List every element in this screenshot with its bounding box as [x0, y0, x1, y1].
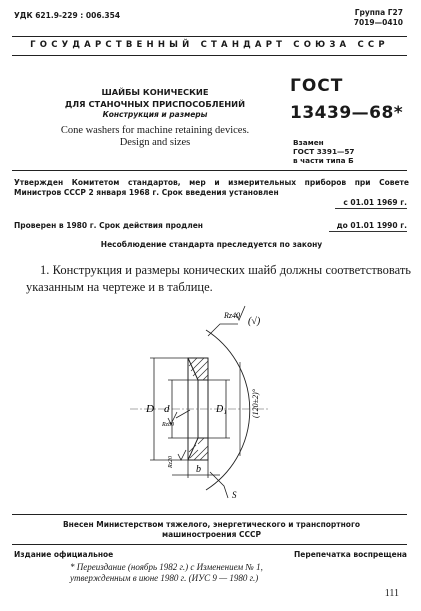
checked-text: Проверен в 1980 г. Срок действия продлен [14, 221, 203, 230]
group-code [354, 8, 403, 28]
replaces-note [293, 138, 355, 165]
paragraph-1: 1. Конструкция и размеры конических шайб должны соответствовать указанным на чертеже и в таблице. [26, 263, 411, 294]
top-rule [12, 36, 407, 37]
rz20-label: Rz20 [168, 456, 174, 468]
angle-label: (120±2)° [251, 389, 260, 418]
sphere-arc [206, 330, 250, 490]
replaces-line2: ГОСТ 3391—57 [293, 147, 355, 156]
s-label: S [232, 490, 237, 500]
title-ru-line1: ШАЙБЫ КОНИЧЕСКИЕ [101, 87, 209, 97]
d-label: d [164, 403, 170, 415]
reprint-prohibited: Перепечатка воспрещена [293, 550, 407, 559]
cone-line-bottom [188, 438, 198, 460]
page-number: 111 [384, 588, 399, 599]
title-en-line1: Cone washers for machine retaining devices. [60, 125, 250, 136]
replaces-line3: в части типа Б [293, 156, 354, 165]
rz40-label: Rz40 [224, 311, 240, 320]
ministry-line2: машиностроения СССР [161, 530, 262, 539]
validity-date: до 01.01 1990 г. [329, 221, 407, 232]
ministry-note [14, 520, 409, 540]
official-edition: Издание официальное [14, 550, 114, 559]
footer-rule-top [12, 514, 407, 515]
ministry-line1: Внесен Министерством тяжелого, энергетического и транспортного [62, 520, 361, 529]
state-standard-banner: ГОСУДАРСТВЕННЫЙ СТАНДАРТ СОЮЗА ССР [30, 40, 389, 50]
title-subtitle: Конструкция и размеры [102, 110, 208, 119]
title-ru-line2: ДЛЯ СТАНОЧНЫХ ПРИСПОСОБЛЕНИЙ [64, 99, 246, 109]
washer-drawing [90, 300, 320, 505]
effective-date: с 01.01 1969 г. [335, 198, 407, 209]
footnote-line2: утвержденным в июне 1980 г. (ИУС 9 — 1980 г.) [70, 573, 259, 583]
title-english [45, 125, 265, 149]
law-notice: Несоблюдение стандарта преследуется по закону [100, 240, 323, 249]
classification-code: 7019—0410 [353, 18, 403, 27]
D1-label: D₁ [216, 404, 227, 415]
udk-code: УДК 621.9-229 : 006.354 [14, 11, 121, 20]
roughness-mark-left [178, 450, 186, 460]
reissue-footnote [70, 562, 400, 584]
gost-number: 13439—68* [290, 103, 404, 123]
title-russian [55, 86, 255, 110]
rz80-label: Rz80 [162, 422, 174, 428]
gost-label: ГОСТ [290, 76, 344, 96]
banner-rule [12, 55, 407, 56]
footer-rule-mid [12, 544, 407, 545]
rz40-symbol: (√) [248, 316, 261, 327]
replaces-line1: Взамен [293, 138, 324, 147]
title-en-line2: Design and sizes [119, 137, 191, 148]
D-label: D [146, 403, 154, 415]
b-label: b [196, 464, 201, 475]
title-rule [12, 170, 407, 171]
approval-text: Утвержден Комитетом стандартов, мер и измерительных приборов при Совете Министров СССР 2 января 1968 г. Срок введения установлен [14, 178, 409, 197]
group-label: Группа Г27 [354, 8, 403, 17]
footnote-line1: * Переиздание (ноябрь 1982 г.) с Изменением № 1, [70, 562, 263, 572]
